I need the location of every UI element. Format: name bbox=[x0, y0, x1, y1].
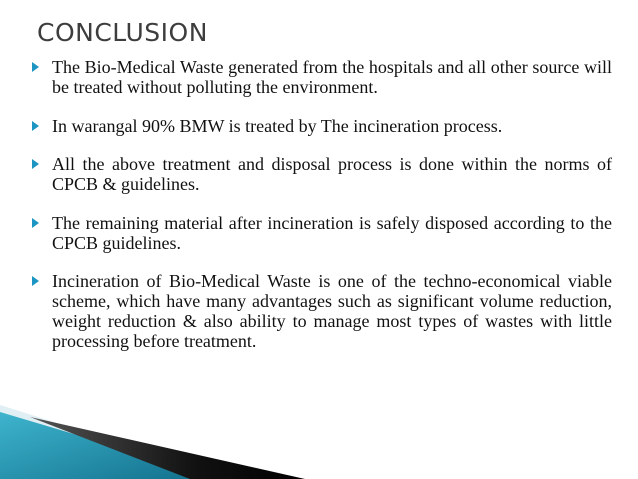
bullet-arrow-icon bbox=[32, 218, 39, 228]
bullet-text: The remaining material after incineration is safely disposed according to the CPCB guidelines. bbox=[52, 212, 612, 253]
bullet-arrow-icon bbox=[32, 121, 39, 131]
bullet-arrow-icon bbox=[32, 276, 39, 286]
bullet-list bbox=[32, 57, 612, 370]
bullet-item bbox=[32, 116, 612, 136]
bullet-text: All the above treatment and disposal process is done within the norms of CPCB & guidelines. bbox=[52, 154, 612, 194]
bullet-text: Incineration of Bio-Medical Waste is one of the techno-economical viable scheme, which have many advantages such as significant volume reduction, weight reduction & also ability to manage most types of wastes with little processing before treatment. bbox=[52, 271, 612, 351]
corner-decoration bbox=[0, 399, 340, 479]
bullet-item bbox=[32, 57, 612, 97]
slide-title: CONCLUSION bbox=[37, 18, 208, 47]
bullet-arrow-icon bbox=[32, 62, 39, 72]
bullet-item bbox=[32, 213, 612, 253]
bullet-item bbox=[32, 154, 612, 194]
bullet-item bbox=[32, 271, 612, 351]
bullet-text: The Bio-Medical Waste generated from the hospitals and all other source will be treated without polluting the environment. bbox=[52, 57, 612, 97]
bullet-arrow-icon bbox=[32, 159, 39, 169]
bullet-text: In warangal 90% BMW is treated by The incineration process. bbox=[52, 115, 503, 136]
